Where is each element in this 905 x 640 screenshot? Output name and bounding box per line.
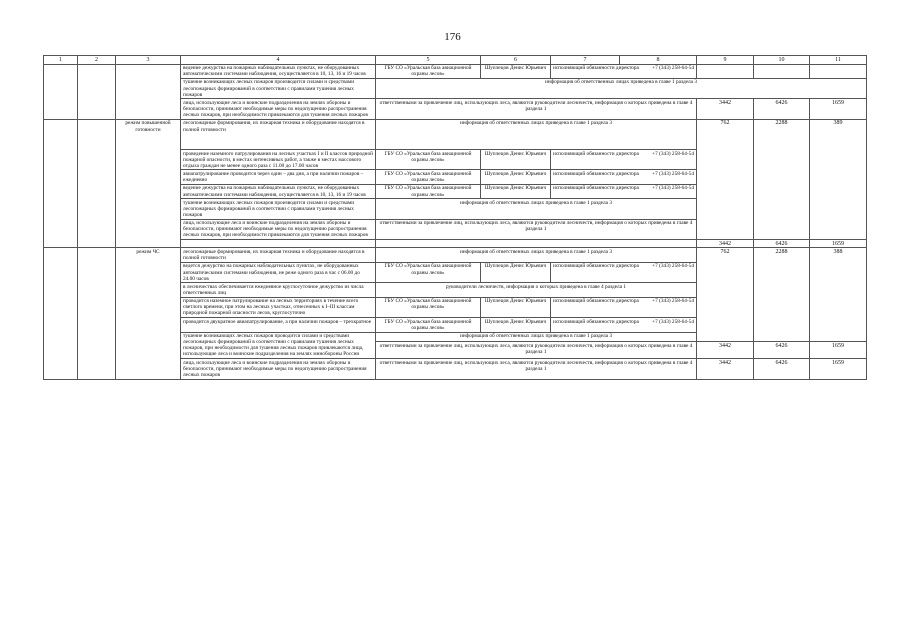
organization-cell: ГБУ СО «Уральская база авиационной охраны лесов»	[376, 64, 481, 78]
person-cell: Шуплецов Денис Юрьевич	[481, 318, 551, 332]
value-cell: 6426	[754, 240, 810, 248]
col-number: 10	[754, 56, 810, 65]
measure-cell: тушение возникающих лесных пожаров производится силами и средствами лесопожарных формирований в соответствии с правилами тушения лесных пожаров	[181, 78, 376, 98]
value-cell: 6426	[754, 342, 810, 359]
value-cell: 3442	[697, 342, 754, 359]
position-phone-cell: исполняющий обязанности директора +7 (343) 258-64-54	[551, 150, 697, 170]
person-cell: Шуплецов Денис Юрьевич	[481, 262, 551, 282]
info-cell: информация об ответственных лицах приведена в главе 1 раздела 3	[376, 199, 697, 219]
info-cell: информация об ответственных лицах приведена в главе 1 раздела 3	[376, 119, 697, 149]
position-phone-cell: исполняющий обязанности директора +7 (343) 258-64-54	[551, 262, 697, 282]
page-number: 176	[444, 31, 461, 43]
col-number: 2	[78, 56, 116, 65]
value-cell: 1659	[810, 99, 867, 119]
person-cell: Шуплецов Денис Юрьевич	[481, 150, 551, 170]
measure-cell: в лесничествах обеспечивается ежедневное круглосуточное дежурство из числа ответственных лиц	[181, 283, 376, 297]
column-number-row	[44, 56, 867, 65]
value-cell: 1659	[810, 359, 867, 379]
value-cell: 3442	[697, 359, 754, 379]
info-cell: информация об ответственных лицах приведена в главе 1 раздела 3	[376, 78, 867, 98]
info-cell: ответственными за привлечение лиц, использующих леса, являются руководители лесничеств, информация о которых приведена в главе 4 раздела 1	[376, 359, 697, 379]
organization-cell: ГБУ СО «Уральская база авиационной охраны лесов»	[376, 170, 481, 184]
measure-cell: лица, использующие леса и воинские подразделения на землях обороны и безопасности, принимают необходимые меры по недопущению распространения лесных пожаров	[181, 359, 376, 379]
person-cell: Шуплецов Денис Юрьевич	[481, 170, 551, 184]
measure-cell: лица, использующие леса и воинские подразделения на землях обороны и безопасности, принимают необходимые меры по недопущению распространения лесных пожаров, при необходимости привлекаются для тушения лесных пожаров	[181, 219, 376, 239]
measure-cell: лица, использующие леса и воинские подразделения на землях обороны и безопасности, принимают необходимые меры по недопущению распространения лесных пожаров, при необходимости привлекаются для тушения лесных пожаров	[181, 99, 376, 119]
person-cell: Шуплецов Денис Юрьевич	[481, 297, 551, 317]
person-cell: Шуплецов Денис Юрьевич	[481, 64, 551, 78]
organization-cell: ГБУ СО «Уральская база авиационной охраны лесов»	[376, 150, 481, 170]
regime-cell: режим ЧС	[116, 248, 181, 379]
info-cell: ответственными за привлечение лиц, использующих леса, являются руководители лесничеств, информация о которых приведена в главе 4 раздела 1	[376, 99, 697, 119]
position-phone-cell: исполняющий обязанности директора +7 (343) 258-64-54	[551, 184, 697, 198]
info-cell: руководители лесничеств, информация о которых приведена в главе 4 раздела 1	[376, 283, 697, 297]
value-cell: 389	[810, 119, 867, 239]
measure-cell: проведение наземного патрулирования на лесных участках I и II классов природной пожарной опасности, в местах интенсивных работ, а также в местах массового отдыха граждан не менее одного раза с 11.00 до 17.00 часов	[181, 150, 376, 170]
value-cell: 388	[810, 248, 867, 342]
organization-cell: ГБУ СО «Уральская база авиационной охраны лесов»	[376, 262, 481, 282]
organization-cell: ГБУ СО «Уральская база авиационной охраны лесов»	[376, 318, 481, 332]
measure-cell: тушение возникающих лесных пожаров проводится силами и средствами лесопожарных формирований в соответствии с правилами тушения лесных пожаров, при необходимости для тушения лесных пожаров привлекаются лица, использующие леса и воинские подразделения на землях минобороны России	[181, 332, 376, 359]
measure-cell: проводится двукратное авиапатрулирование, а при наличии пожаров – трехкратное	[181, 318, 376, 332]
info-cell: информация об ответственных лицах приведена в главе 1 раздела 3	[376, 248, 697, 262]
table-row	[44, 248, 867, 262]
value-cell: 1659	[810, 240, 867, 248]
measure-cell: тушение возникающих лесных пожаров производится силами и средствами лесопожарных формирований в соответствии с правилами тушения лесных пожаров	[181, 199, 376, 219]
col-number: 3	[116, 56, 181, 65]
fire-regime-plan-table	[43, 55, 867, 380]
col-number: 1	[44, 56, 78, 65]
col-number: 7	[551, 56, 620, 65]
table-row	[44, 119, 867, 149]
value-cell: 6426	[754, 359, 810, 379]
measure-cell: ведение дежурства на пожарных наблюдательных пунктах, не оборудованных автоматическими системами наблюдения, осуществляется в 10, 13, 16 и 19 часов	[181, 64, 376, 78]
position-phone-cell: исполняющий обязанности директора +7 (343) 258-64-54	[551, 318, 697, 332]
position-phone-cell: исполняющий обязанности директора +7 (343) 258-64-54	[551, 297, 697, 317]
col-number: 11	[810, 56, 867, 65]
value-cell: 762	[697, 119, 754, 239]
col-number: 4	[181, 56, 376, 65]
measure-cell: проводится наземное патрулирование на лесных территориях в течение всего светлого времени, при этом на лесных участках, отнесенных к I–III классам природной пожарной опасности лесов, круглосуточно	[181, 297, 376, 317]
value-cell: 2288	[754, 119, 810, 239]
value-cell: 3442	[697, 99, 754, 119]
position-phone-cell: исполняющий обязанности директора +7 (343) 258-64-54	[551, 64, 697, 78]
value-cell: 762	[697, 248, 754, 342]
value-cell: 6426	[754, 99, 810, 119]
value-cell: 3442	[697, 240, 754, 248]
col-number: 8	[620, 56, 697, 65]
organization-cell: ГБУ СО «Уральская база авиационной охраны лесов»	[376, 184, 481, 198]
info-cell: информация об ответственных лицах приведена в главе 1 раздела 3	[376, 332, 697, 342]
col-number: 9	[697, 56, 754, 65]
value-cell: 2288	[754, 248, 810, 342]
table-row	[44, 64, 867, 78]
measure-cell: ведение дежурства на пожарных наблюдательных пунктах, не оборудованных автоматическими системами наблюдения, осуществляется в 10, 13, 16 и 19 часов	[181, 184, 376, 198]
measure-cell: лесопожарные формирования, их пожарная техника и оборудование находятся в полной готовности	[181, 119, 376, 149]
measure-cell: лесопожарные формирования, их пожарная техника и оборудование находятся в полной готовности	[181, 248, 376, 262]
value-cell: 1659	[810, 342, 867, 359]
position-phone-cell: исполняющий обязанности директора +7 (343) 258-64-54	[551, 170, 697, 184]
measure-cell: авиапатрулирование проводится через один – два дня, а при наличии пожаров – ежедневно	[181, 170, 376, 184]
person-cell: Шуплецов Денис Юрьевич	[481, 184, 551, 198]
col-number: 6	[481, 56, 551, 65]
regime-cell: режим повышенной готовности	[116, 119, 181, 248]
info-cell: ответственными за привлечение лиц, использующих леса, являются руководители лесничеств, информация о которых приведена в главе 4 раздела 1	[376, 219, 697, 239]
organization-cell: ГБУ СО «Уральская база авиационной охраны лесов»	[376, 297, 481, 317]
measure-cell: ведется дежурство на пожарных наблюдательных пунктах, не оборудованных автоматическими системами наблюдения, не реже одного раза в час с 06.00 до 24.00 часов	[181, 262, 376, 282]
info-cell: ответственными за привлечение лиц, использующих леса, являются руководители лесничеств, информация о которых приведена в главе 4 раздела 1	[376, 342, 697, 359]
col-number: 5	[376, 56, 481, 65]
